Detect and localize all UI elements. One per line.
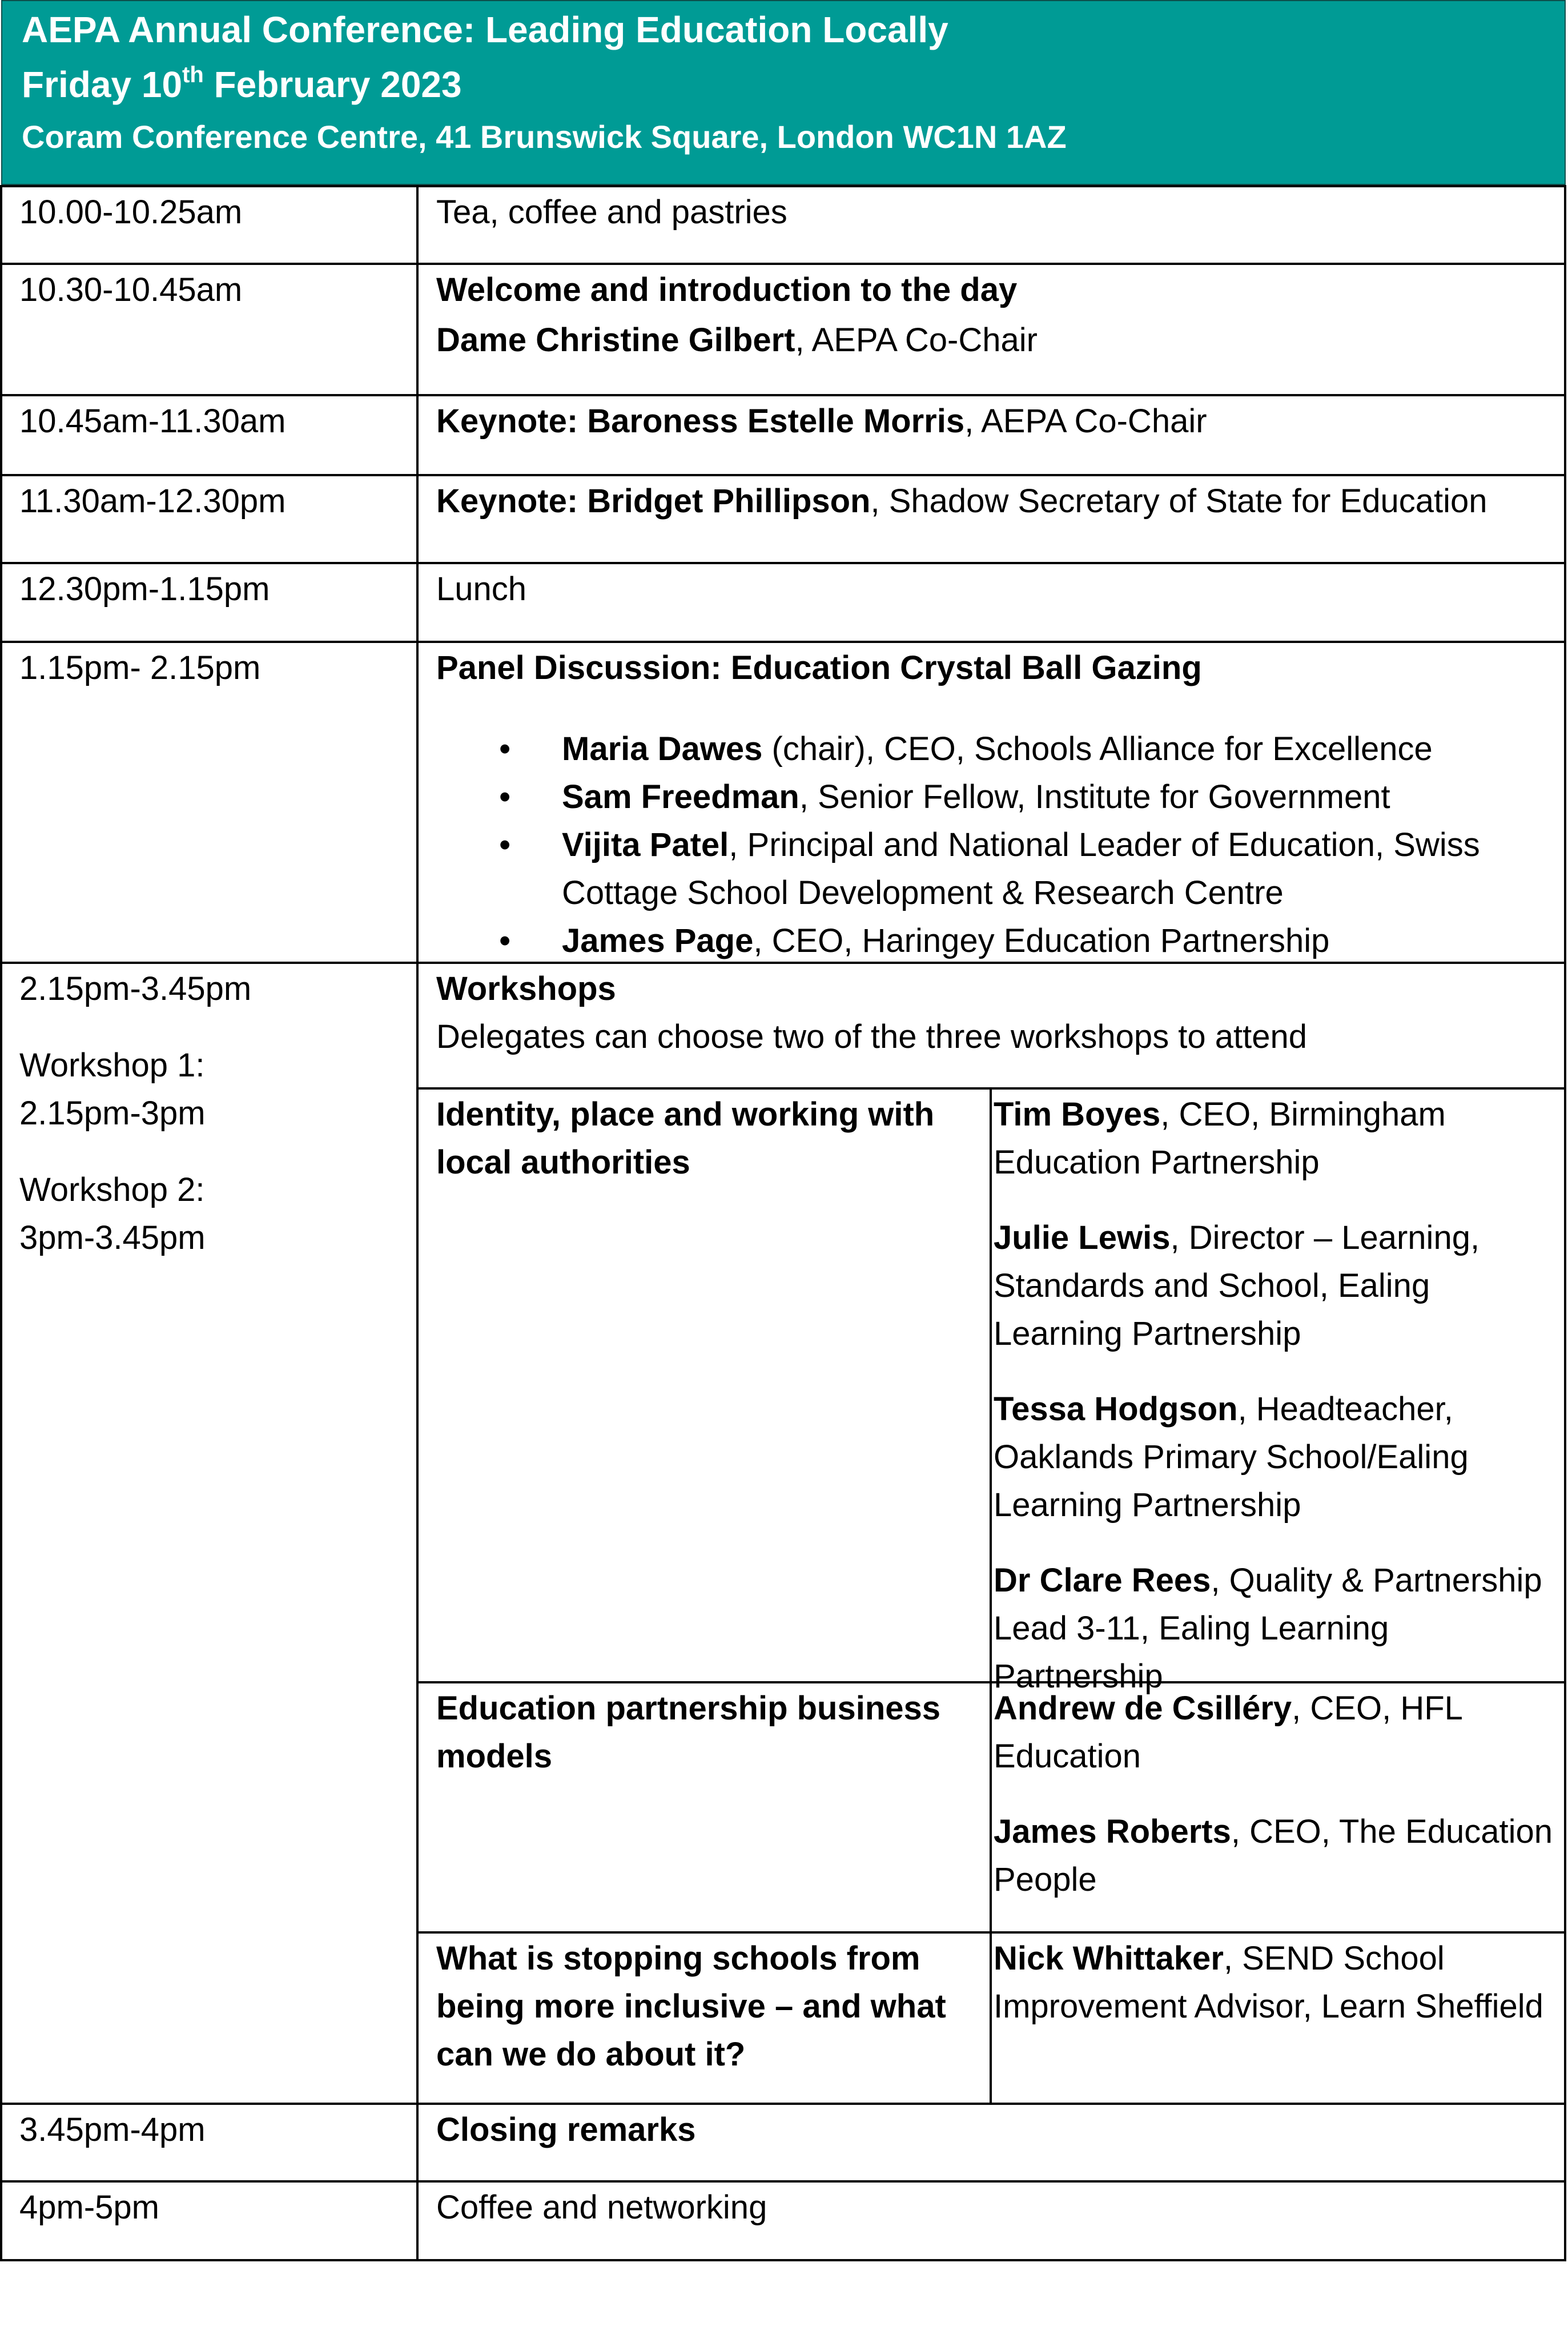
workshop-time: 2.15pm-3pm bbox=[19, 1095, 206, 1132]
speaker-entry: Julie Lewis, Director – Learning, Standards and School, Ealing Learning Partnership bbox=[994, 1219, 1480, 1352]
session-title: Welcome and introduction to the day bbox=[436, 271, 1018, 308]
time-cell: 10.45am-11.30am bbox=[19, 403, 286, 440]
panel-list bbox=[436, 725, 1480, 965]
row-divider bbox=[0, 641, 1566, 643]
time-cell: 12.30pm-1.15pm bbox=[19, 570, 270, 608]
list-item: • James Page, CEO, Haringey Education Partnership bbox=[436, 917, 1480, 965]
row-divider bbox=[0, 562, 1566, 564]
table-border-right bbox=[1564, 185, 1566, 2261]
keynote-line: Keynote: Bridget Phillipson, Shadow Secretary of State for Education bbox=[436, 483, 1487, 520]
conference-date: Friday 10th February 2023 bbox=[22, 62, 462, 105]
workshop-speakers bbox=[994, 1935, 1559, 2058]
row-divider bbox=[0, 2103, 1566, 2105]
list-item: • Sam Freedman, Senior Fellow, Institute for Government bbox=[436, 773, 1480, 821]
speaker-entry: Tessa Hodgson, Headteacher, Oaklands Primary School/Ealing Learning Partnership bbox=[994, 1390, 1469, 1524]
time-cell: 4pm-5pm bbox=[19, 2189, 159, 2226]
workshop-topic: Identity, place and working with local authorities bbox=[436, 1096, 935, 1181]
time-cell: 1.15pm- 2.15pm bbox=[19, 649, 261, 686]
time-cell: 2.15pm-3.45pm bbox=[19, 970, 252, 1007]
time-cell: 10.00-10.25am bbox=[19, 194, 243, 231]
session-title: Workshops bbox=[436, 970, 616, 1007]
keynote-line: Keynote: Baroness Estelle Morris, AEPA Co-Chair bbox=[436, 403, 1207, 440]
activity-cell: Coffee and networking bbox=[436, 2189, 767, 2226]
row-divider bbox=[0, 394, 1566, 396]
table-border-left bbox=[0, 185, 2, 2261]
workshop-label: Workshop 1: bbox=[19, 1047, 205, 1084]
time-cell: 10.30-10.45am bbox=[19, 271, 243, 308]
activity-cell: Tea, coffee and pastries bbox=[436, 194, 787, 231]
row-divider bbox=[0, 2180, 1566, 2183]
column-divider bbox=[416, 185, 419, 2261]
row-divider bbox=[0, 185, 1566, 187]
time-cell: 3.45pm-4pm bbox=[19, 2111, 206, 2148]
row-divider bbox=[0, 474, 1566, 476]
workshop-speakers bbox=[994, 1685, 1559, 1931]
conference-header bbox=[1, 0, 1566, 185]
row-divider bbox=[0, 2259, 1566, 2261]
speaker-line: Dame Christine Gilbert, AEPA Co-Chair bbox=[436, 321, 1038, 359]
conference-venue: Coram Conference Centre, 41 Brunswick Square, London WC1N 1AZ bbox=[22, 119, 1067, 155]
workshop-time: 3pm-3.45pm bbox=[19, 1219, 206, 1256]
list-item: • Vijita Patel, Principal and National Leader of Education, Swiss Cottage School Development & Research Centre bbox=[436, 821, 1480, 917]
row-divider bbox=[416, 1931, 1566, 1934]
session-subtitle: Delegates can choose two of the three workshops to attend bbox=[436, 1018, 1308, 1055]
speaker-entry: James Roberts, CEO, The Education People bbox=[994, 1813, 1553, 1898]
workshop-topic: Education partnership business models bbox=[436, 1690, 941, 1775]
workshop-topic: What is stopping schools from being more inclusive – and what can we do about it? bbox=[436, 1940, 946, 2073]
agenda-table bbox=[0, 185, 1566, 2261]
list-item: • Maria Dawes (chair), CEO, Schools Alliance for Excellence bbox=[436, 725, 1480, 773]
speaker-entry: Tim Boyes, CEO, Birmingham Education Partnership bbox=[994, 1096, 1446, 1181]
workshop-speakers bbox=[994, 1091, 1559, 1728]
session-title: Panel Discussion: Education Crystal Ball Gazing bbox=[436, 649, 1202, 686]
workshop-label: Workshop 2: bbox=[19, 1171, 205, 1208]
conference-title: AEPA Annual Conference: Leading Education Locally bbox=[22, 9, 948, 50]
row-divider bbox=[0, 263, 1566, 265]
speaker-entry: Dr Clare Rees, Quality & Partnership Lead 3-11, Ealing Learning Partnership bbox=[994, 1562, 1542, 1695]
session-title: Closing remarks bbox=[436, 2111, 696, 2148]
time-cell: 11.30am-12.30pm bbox=[19, 483, 286, 520]
speaker-entry: Andrew de Csilléry, CEO, HFL Education bbox=[994, 1690, 1462, 1775]
speaker-entry: Nick Whittaker, SEND School Improvement Advisor, Learn Sheffield bbox=[994, 1940, 1543, 2025]
activity-cell: Lunch bbox=[436, 570, 527, 608]
workshop-column-divider bbox=[990, 1087, 992, 2103]
